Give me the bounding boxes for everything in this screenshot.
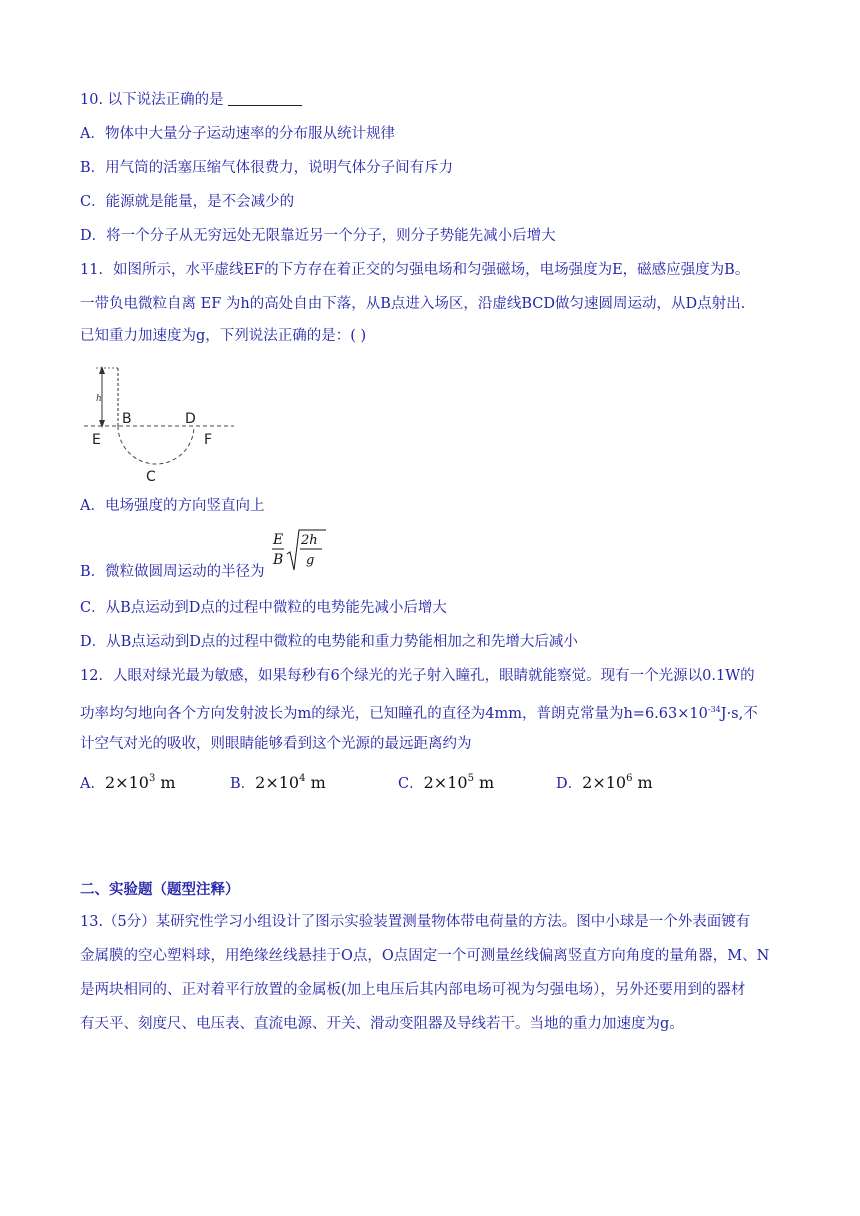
q13-line1: 13.（5分）某研究性学习小组设计了图示实验装置测量物体带电荷量的方法。图中小球是一个外表面镀有 <box>80 914 751 930</box>
q13-line4: 有天平、刻度尺、电压表、直流电源、开关、滑动变阻器及导线若干。当地的重力加速度为g。 <box>80 1016 684 1032</box>
option-value: $2\times 10^4$ m <box>255 773 326 792</box>
q12-exponent: -34 <box>707 705 721 714</box>
q13-line2: 金属膜的空心塑料球，用绝缘丝线悬挂于O点，O点固定一个可测量丝线偏离竖直方向角度的量角器，M、N <box>80 948 770 964</box>
section-title: 二、实验题（题型注释） <box>80 881 240 898</box>
q12-stem-line1: 12．人眼对绿光最为敏感，如果每秒有6个绿光的光子射入瞳孔，眼睛就能察觉。现有一个光源以0.1W的 <box>80 668 755 684</box>
q12-line2-b: J·s,不 <box>720 706 758 722</box>
q10-option-a: A．物体中大量分子运动速率的分布服从统计规律 <box>80 126 395 142</box>
q12-stem-line3: 计空气对光的吸收，则眼睛能够看到这个光源的最远距离约为 <box>80 736 472 752</box>
option-label: D． <box>556 776 583 792</box>
q11-figure <box>84 360 234 485</box>
q10-option-c: C．能源就是能量，是不会减少的 <box>80 194 295 210</box>
formula-2h: 2h <box>301 533 318 548</box>
q10-option-b: B．用气筒的活塞压缩气体很费力，说明气体分子间有斥力 <box>80 160 454 176</box>
option-value: $2\times 10^3$ m <box>104 773 176 792</box>
q10-option-d: D．将一个分子从无穷远处无限靠近另一个分子，则分子势能先减小后增大 <box>80 228 556 244</box>
q13-line3: 是两块相同的、正对着平行放置的金属板(加上电压后其内部电场可视为匀强电场），另外还要用到的器材 <box>80 982 746 998</box>
formula-e: E <box>273 532 284 548</box>
label-e: E <box>92 432 101 448</box>
option-label: A． <box>80 776 105 792</box>
formula-g: g <box>306 553 315 568</box>
h-arrow-top <box>99 366 105 374</box>
q12-line2-a: 功率均匀地向各个方向发射波长为m的绿光，已知瞳孔的直径为4mm，普朗克常量为h=6.63×10 <box>80 706 708 722</box>
q11-option-c: C．从B点运动到D点的过程中微粒的电势能先减小后增大 <box>80 600 447 616</box>
q12-stem-line2 <box>80 700 758 724</box>
arc-bcd <box>118 426 194 464</box>
q12-option-b <box>230 772 326 793</box>
q11-option-b: B．微粒做圆周运动的半径为 <box>80 564 265 580</box>
q11-option-a: A．电场强度的方向竖直向上 <box>80 498 265 514</box>
label-f: F <box>204 432 213 448</box>
q11-stem-line3: 已知重力加速度为g，下列说法正确的是：( ) <box>80 328 367 344</box>
q11-option-d: D．从B点运动到D点的过程中微粒的电势能和重力势能相加之和先增大后减小 <box>80 634 578 650</box>
label-b: B <box>122 411 132 427</box>
option-label: B． <box>230 776 256 792</box>
radius-formula <box>270 528 330 574</box>
q11-stem-line2: 一带负电微粒自离 EF 为h的高处自由下落，从B点进入场区，沿虚线BCD做匀速圆周运动，从D点射出. <box>80 296 746 312</box>
q12-option-d <box>556 772 653 793</box>
label-h: h <box>96 394 102 404</box>
option-value: $2\times 10^6$ m <box>582 773 653 792</box>
q10-stem <box>80 90 302 110</box>
option-label: C． <box>398 776 424 792</box>
q11-stem-line1: 11．如图所示，水平虚线EF的下方存在着正交的匀强电场和匀强磁场，电场强度为E，磁感应强度为B。 <box>80 262 750 278</box>
option-value: $2\times 10^5$ m <box>423 773 495 792</box>
h-arrow-bottom <box>99 420 105 428</box>
label-d: D <box>185 411 196 427</box>
answer-blank <box>228 91 302 106</box>
formula-b: B <box>273 552 284 568</box>
label-c: C <box>146 469 156 485</box>
q12-option-a <box>80 772 176 793</box>
q12-option-c <box>398 772 494 793</box>
q10-stem-text: 10. 以下说法正确的是 <box>80 92 224 108</box>
